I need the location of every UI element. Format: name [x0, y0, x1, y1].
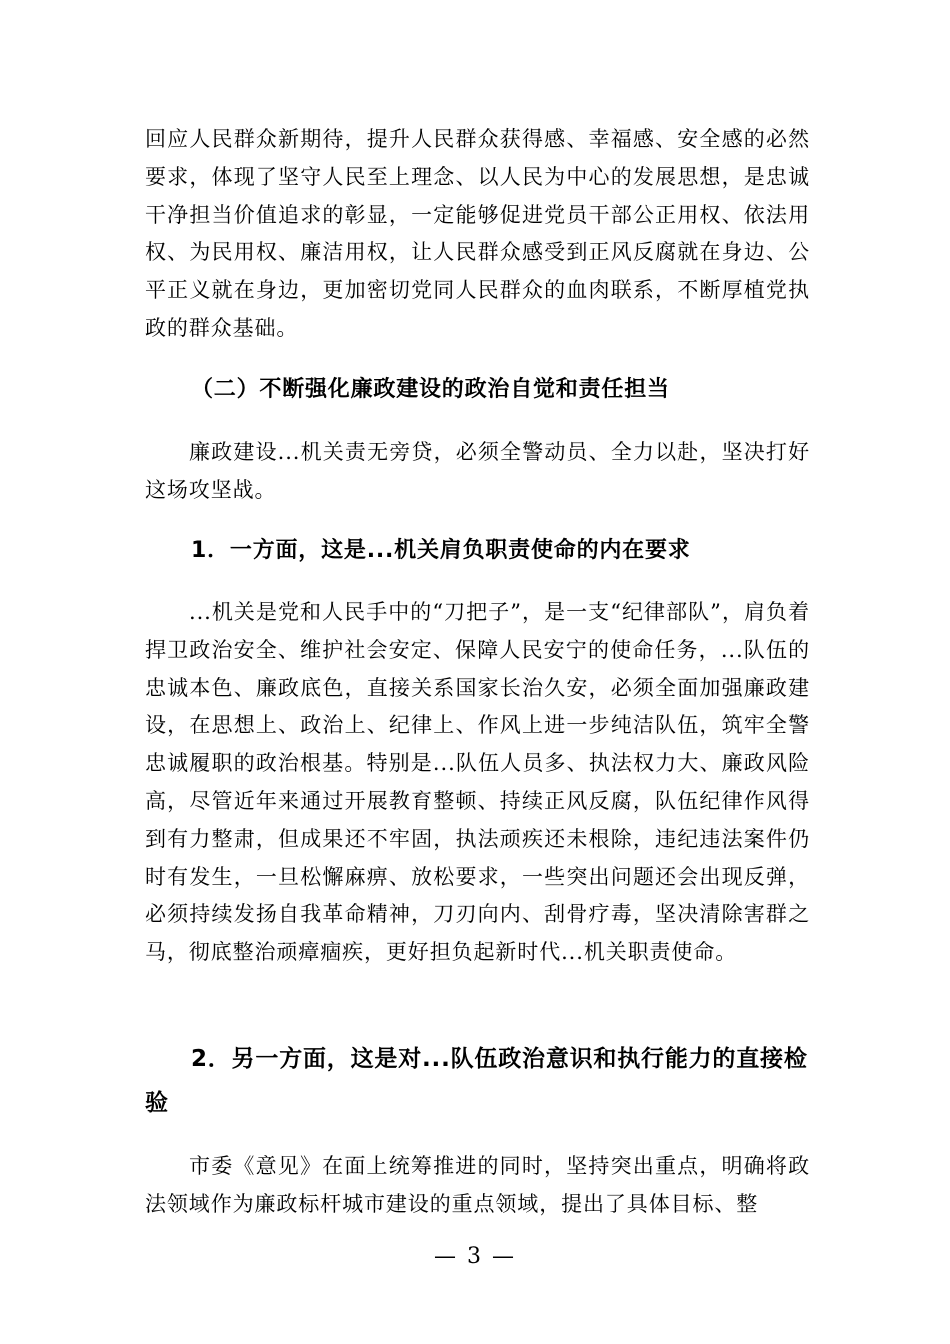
paragraph-body-1: ...机关是党和人民手中的“刀把子”，是一支“纪律部队”，肩负着捍卫政治安全、维护社会安定、保障人民安宁的使命任务，...队伍的忠诚本色、廉政底色，直接关系国家长治久安，必须全面加强廉政建设，在思想上、政治上、纪律上、作风上进一步纯洁队伍，筑牢全警忠诚履职的政治根基。特别是...队伍人员多、执法权力大、廉政风险高，尽管近年来通过开展教育整顿、持续正风反腐，队伍纪律作风得到有力整肃，但成果还不牢固，执法顽疾还未根除，违纪违法案件仍时有发生，一旦松懈麻痹、放松要求，一些突出问题还会出现反弹，必须持续发扬自我革命精神，刀刃向内、刮骨疗毒，坚决清除害群之马，彻底整治顽瘴痼疾，更好担负起新时代...机关职责使命。: [145, 600, 810, 965]
subheading-2: 2．另一方面，这是对...队伍政治意识和执行能力的直接检验: [145, 1046, 808, 1116]
subheading-1: 1．一方面，这是...机关肩负职责使命的内在要求: [191, 538, 691, 563]
paragraph-body-2: 市委《意见》在面上统筹推进的同时，坚持突出重点，明确将政法领域作为廉政标杆城市建设的重点领域，提出了具体目标、整: [145, 1154, 810, 1216]
paragraph-continuation: 回应人民群众新期待，提升人民群众获得感、幸福感、安全感的必然要求，体现了坚守人民至上理念、以人民为中心的发展思想，是忠诚干净担当价值追求的彰显，一定能够促进党员干部公正用权、依法用权、为民用权、廉洁用权，让人民群众感受到正风反腐就在身边、公平正义就在身边，更加密切党同人民群众的血肉联系，不断厚植党执政的群众基础。: [145, 127, 810, 340]
section-heading: （二）不断强化廉政建设的政治自觉和责任担当: [191, 377, 670, 402]
paragraph-intro: 廉政建设...机关责无旁贷，必须全警动员、全力以赴，坚决打好这场攻坚战。: [145, 440, 810, 502]
page-number: — 3 —: [434, 1244, 516, 1269]
